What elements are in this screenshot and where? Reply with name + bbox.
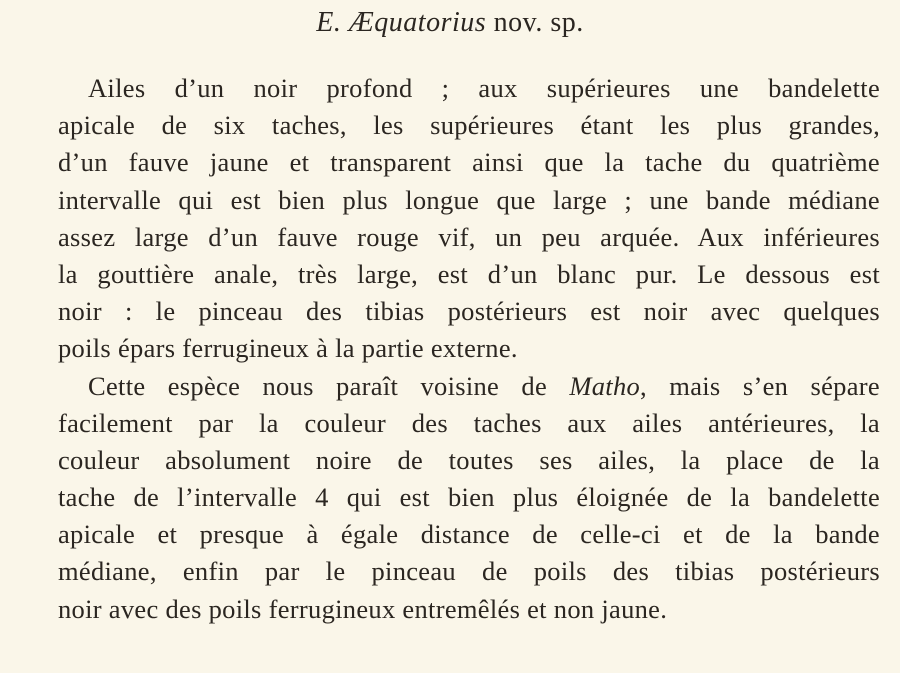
- paragraph-2-line: couleur absolument noire de toutes ses ailes, la place de la: [58, 444, 880, 475]
- description-text: [58, 70, 880, 628]
- paragraph-1-line: poils épars ferrugineux à la partie externe.: [58, 333, 518, 364]
- heading-species: Æquatorius: [348, 7, 487, 38]
- paragraph-2-line: apicale et presque à égale distance de celle-ci et de la bande: [58, 519, 880, 550]
- paragraph-1-line: apicale de six taches, les supérieures étant les plus grandes,: [58, 110, 880, 141]
- paragraph-1-line: assez large d’un fauve rouge vif, un peu arquée. Aux inférieures: [58, 221, 880, 252]
- paragraph-1-line: intervalle qui est bien plus longue que large ; une bande médiane: [58, 184, 880, 215]
- paragraph-2-line: noir avec des poils ferrugineux entremêlés et non jaune.: [58, 593, 668, 624]
- paragraph-1-line: Ailes d’un noir profond ; aux supérieures une bandelette: [88, 73, 880, 103]
- taxon-name: Matho: [569, 370, 641, 401]
- paragraph-2-text: , mais s’en sépare: [640, 370, 880, 401]
- paragraph-1-line: la gouttière anale, très large, est d’un blanc pur. Le dessous est: [58, 258, 880, 289]
- paragraph-1-line: d’un fauve jaune et transparent ainsi que la tache du quatrième: [58, 147, 880, 178]
- paragraph-2-line: tache de l’intervalle 4 qui est bien plus éloignée de la bandelette: [58, 482, 880, 513]
- paragraph-2-text: Cette espèce nous paraît voisine de: [88, 370, 570, 401]
- species-heading: [0, 6, 900, 40]
- paragraph-1-line: noir : le pinceau des tibias postérieurs est noir avec quelques: [58, 296, 880, 327]
- heading-suffix: nov. sp.: [493, 7, 584, 38]
- paragraph-2-line: facilement par la couleur des taches aux ailes antérieures, la: [58, 407, 880, 438]
- heading-genus: E.: [316, 7, 342, 38]
- paragraph-2-first-line: [58, 368, 880, 405]
- paragraph-2-line: médiane, enfin par le pinceau de poils des tibias postérieurs: [58, 556, 880, 587]
